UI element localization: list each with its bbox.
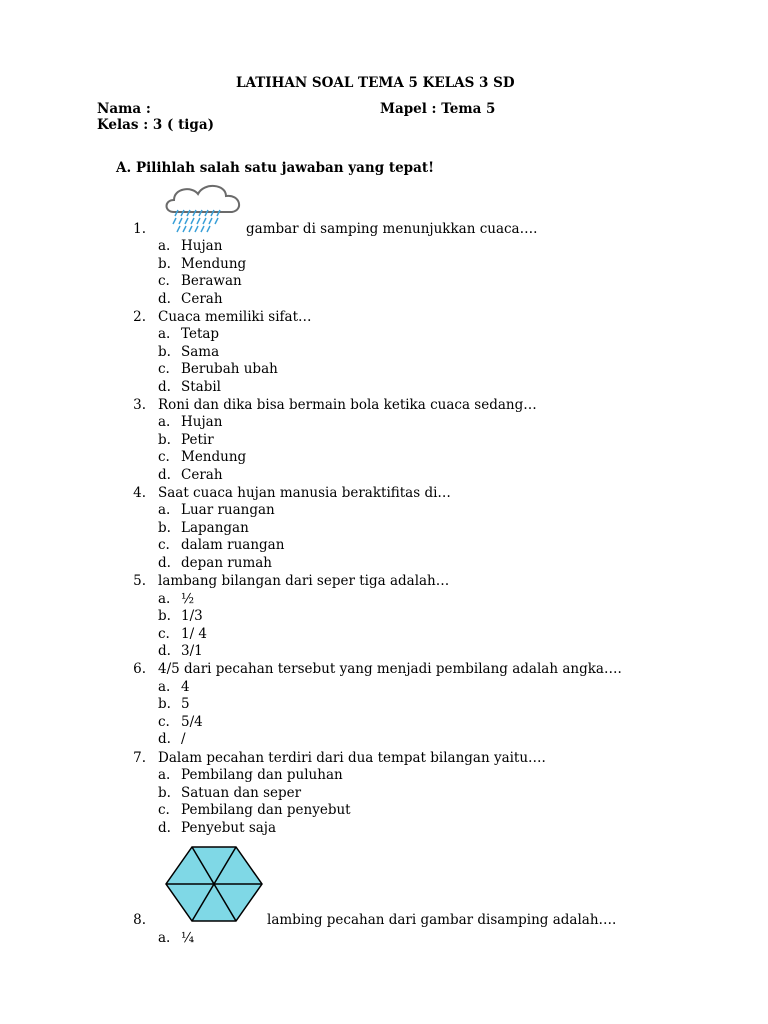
option-text: Sama [181,344,220,360]
option-letter: d. [158,379,171,395]
option-letter: c. [158,537,170,553]
subject-label: Mapel : Tema 5 [380,101,496,117]
question-text: Cuaca memiliki sifat… [158,309,312,325]
class-label: Kelas : 3 ( tiga) [97,117,215,133]
option-text: 1/ 4 [181,626,208,642]
option-text: Lapangan [181,520,249,536]
option-text: 1/3 [181,608,203,624]
question-text: Roni dan dika bisa bermain bola ketika cuaca sedang… [158,397,537,413]
page-title: LATIHAN SOAL TEMA 5 KELAS 3 SD [236,75,515,91]
option-text: Mendung [181,256,247,272]
option-letter: b. [158,785,171,801]
option-letter: c. [158,714,170,730]
option-text: Luar ruangan [181,502,275,518]
option-text: ¼ [181,930,195,946]
option-letter: c. [158,802,170,818]
option-text: Mendung [181,449,247,465]
question-text: Dalam pecahan terdiri dari dua tempat bilangan yaitu…. [158,750,546,766]
option-text: depan rumah [181,555,272,571]
option-text: dalam ruangan [181,537,285,553]
rain-cloud-icon [160,180,246,236]
option-letter: d. [158,731,171,747]
question-text: 4/5 dari pecahan tersebut yang menjadi pembilang adalah angka…. [158,661,622,677]
option-text: 3/1 [181,643,203,659]
option-letter: a. [158,591,171,607]
option-letter: c. [158,361,170,377]
option-letter: b. [158,432,171,448]
section-instruction: Pilihlah salah satu jawaban yang tepat! [136,160,435,176]
question-number: 8. [133,912,146,928]
name-field-label: Nama : [97,101,151,117]
question-number: 2. [133,309,146,325]
option-letter: a. [158,502,171,518]
option-text: Berawan [181,273,242,289]
option-letter: d. [158,820,171,836]
question-text: gambar di samping menunjukkan cuaca…. [246,221,538,237]
option-letter: a. [158,767,171,783]
option-letter: c. [158,626,170,642]
question-number: 4. [133,485,146,501]
hexagon-fraction-icon [164,845,264,923]
option-text: Tetap [181,326,220,342]
option-text: ½ [181,591,195,607]
option-text: Cerah [181,291,223,307]
option-text: Cerah [181,467,223,483]
question-number: 7. [133,750,146,766]
option-letter: a. [158,930,171,946]
option-letter: b. [158,608,171,624]
option-letter: d. [158,291,171,307]
option-text: Stabil [181,379,221,395]
option-letter: d. [158,643,171,659]
option-letter: a. [158,326,171,342]
question-number: 5. [133,573,146,589]
option-text: Pembilang dan puluhan [181,767,343,783]
option-letter: a. [158,679,171,695]
option-letter: d. [158,467,171,483]
option-letter: a. [158,238,171,254]
option-letter: b. [158,344,171,360]
question-number: 1. [133,221,146,237]
option-letter: c. [158,273,170,289]
option-text: Hujan [181,238,223,254]
question-number: 3. [133,397,146,413]
option-text: Satuan dan seper [181,785,302,801]
option-letter: b. [158,696,171,712]
option-letter: a. [158,414,171,430]
option-text: Hujan [181,414,223,430]
option-text: Berubah ubah [181,361,278,377]
option-letter: d. [158,555,171,571]
option-text: 4 [181,679,190,695]
question-text: Saat cuaca hujan manusia beraktifitas di… [158,485,451,501]
option-text: / [181,731,186,747]
question-text: lambang bilangan dari seper tiga adalah… [158,573,450,589]
option-letter: c. [158,449,170,465]
option-text: 5 [181,696,190,712]
section-letter: A. [116,160,132,176]
question-text: lambing pecahan dari gambar disamping adalah…. [267,912,617,928]
option-text: Penyebut saja [181,820,277,836]
option-letter: b. [158,256,171,272]
question-number: 6. [133,661,146,677]
option-letter: b. [158,520,171,536]
option-text: Pembilang dan penyebut [181,802,351,818]
option-text: 5/4 [181,714,203,730]
option-text: Petir [181,432,214,448]
